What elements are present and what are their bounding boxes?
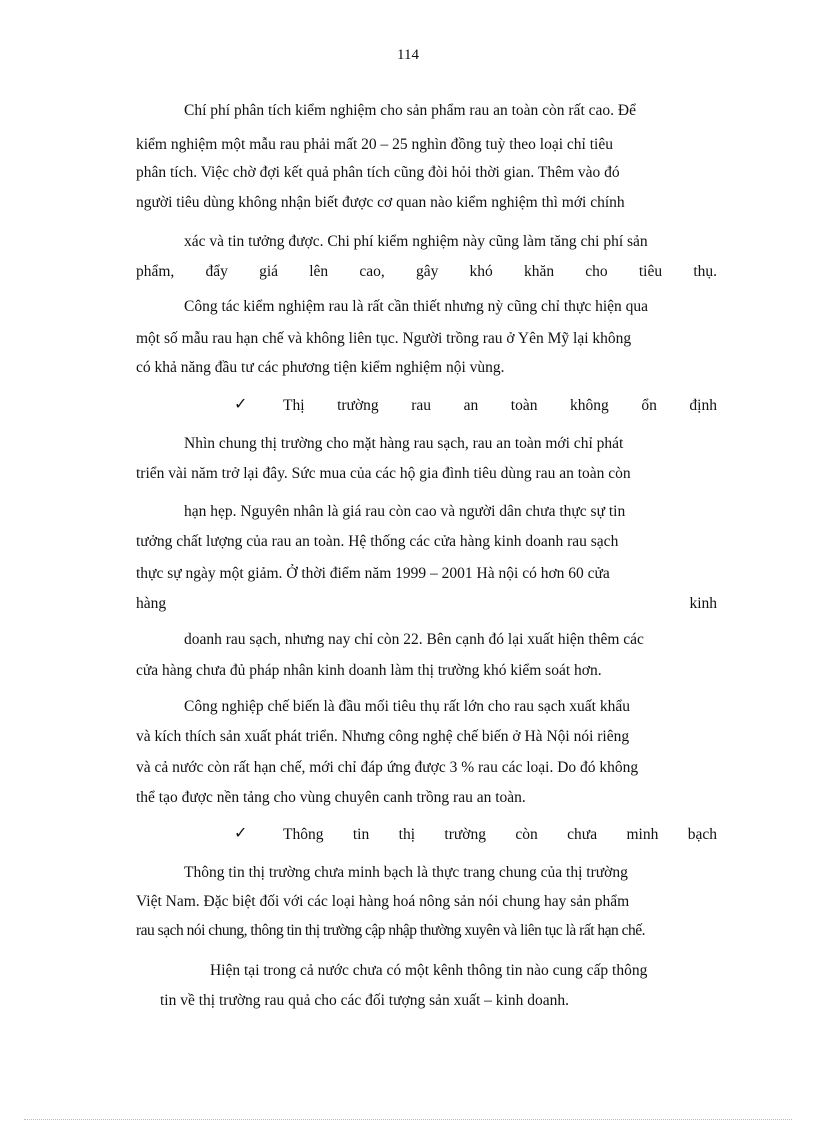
text-line: một số mẫu rau hạn chế và không liên tục. Người trồng rau ở Yên Mỹ lại không	[136, 330, 632, 347]
text-line: triển vài năm trở lại đây. Sức mua của các hộ gia đình tiêu dùng rau an toàn còn	[136, 465, 631, 482]
section-heading: Thông tin thị trường còn chưa minh bạch	[283, 826, 717, 843]
text-line: xác và tin tưởng được. Chi phí kiểm nghiệm này cũng làm tăng chi phí sản	[184, 233, 648, 250]
text-line: doanh rau sạch, nhưng nay chỉ còn 22. Bên cạnh đó lại xuất hiện thêm các	[184, 631, 644, 648]
text-line: có khả năng đầu tư các phương tiện kiểm nghiệm nội vùng.	[136, 359, 505, 376]
text-line: hạn hẹp. Nguyên nhân là giá rau còn cao và người dân chưa thực sự tin	[184, 503, 626, 520]
page-number: 114	[397, 47, 419, 63]
text-line: Công nghiệp chế biến là đầu mối tiêu thụ rất lớn cho rau sạch xuất khẩu	[184, 698, 630, 715]
text-line: và kích thích sản xuất phát triển. Nhưng công nghệ chế biến ở Hà Nội nói riêng	[136, 728, 630, 745]
text-line: Hiện tại trong cả nước chưa có một kênh thông tin nào cung cấp thông	[210, 962, 648, 979]
section-heading: Thị trường rau an toàn không ổn định	[283, 397, 717, 414]
checkmark-icon: ✓	[234, 396, 248, 413]
page-bottom-border	[24, 1119, 792, 1120]
text-line: thể tạo được nền tảng cho vùng chuyên canh trồng rau an toàn.	[136, 789, 526, 806]
text-line: cửa hàng chưa đủ pháp nhân kinh doanh làm thị trường khó kiểm soát hơn.	[136, 662, 602, 679]
checkmark-icon: ✓	[234, 825, 248, 842]
text-line: rau sạch nói chung, thông tin thị trường cập nhập thường xuyên và liên tục là rất hạn chế.	[136, 922, 646, 939]
text-line: Thông tin thị trường chưa minh bạch là thực trang chung của thị trường	[184, 864, 628, 881]
text-line: Việt Nam. Đặc biệt đối với các loại hàng hoá nông sản nói chung hay sản phẩm	[136, 893, 630, 910]
text-line: và cả nước còn rất hạn chế, mới chỉ đáp ứng được 3 % rau các loại. Do đó không	[136, 759, 639, 776]
text-line: phẩm, đẩy giá lên cao, gây khó khăn cho tiêu thụ.	[136, 263, 717, 280]
text-line: người tiêu dùng không nhận biết được cơ quan nào kiểm nghiệm thì mới chính	[136, 194, 625, 211]
text-line: kiểm nghiệm một mẫu rau phải mất 20 – 25 nghìn đồng tuỳ theo loại chỉ tiêu	[136, 136, 613, 153]
text-line: tưởng chất lượng của rau an toàn. Hệ thống các cửa hàng kinh doanh rau sạch	[136, 533, 619, 550]
text-line: Nhìn chung thị trường cho mặt hàng rau sạch, rau an toàn mới chỉ phát	[184, 435, 624, 452]
text-line: hàng kinh	[136, 595, 717, 612]
text-line: tin về thị trường rau quả cho các đối tượng sản xuất – kinh doanh.	[160, 992, 569, 1009]
text-line: Công tác kiểm nghiệm rau là rất cần thiết nhưng nỳ cũng chỉ thực hiện qua	[184, 298, 649, 315]
text-line: thực sự ngày một giảm. Ở thời điểm năm 1999 – 2001 Hà nội có hơn 60 cửa	[136, 565, 610, 582]
text-line: Chí phí phân tích kiểm nghiệm cho sản phẩm rau an toàn còn rất cao. Để	[184, 102, 636, 119]
text-line: phân tích. Việc chờ đợi kết quả phân tích cũng đòi hỏi thời gian. Thêm vào đó	[136, 164, 620, 181]
